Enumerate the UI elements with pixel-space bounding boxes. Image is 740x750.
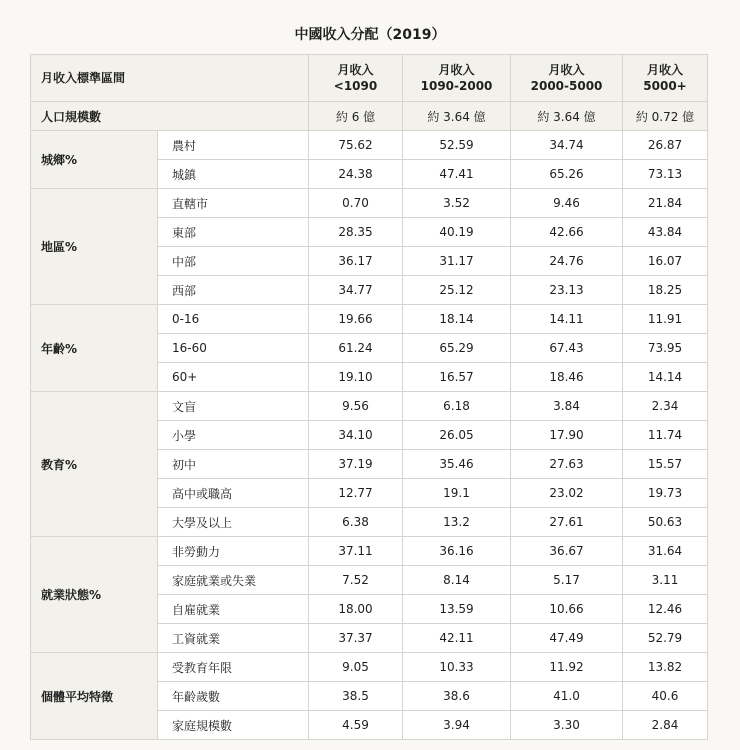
table-cell: 23.13 [511, 276, 623, 305]
table-cell: 3.11 [623, 566, 708, 595]
row-label: 農村 [158, 131, 309, 160]
population-row [31, 102, 708, 131]
table-cell: 37.11 [309, 537, 403, 566]
row-label: 0-16 [158, 305, 309, 334]
table-row [31, 305, 708, 334]
table-cell: 73.95 [623, 334, 708, 363]
row-label: 西部 [158, 276, 309, 305]
table-cell: 3.94 [403, 711, 511, 740]
table-cell: 15.57 [623, 450, 708, 479]
table-cell: 61.24 [309, 334, 403, 363]
table-cell: 16.57 [403, 363, 511, 392]
table-cell: 16.07 [623, 247, 708, 276]
column-header-line1: 月收入 [647, 63, 684, 77]
table-cell: 41.0 [511, 682, 623, 711]
table-cell: 2.34 [623, 392, 708, 421]
table-cell: 31.17 [403, 247, 511, 276]
table-cell: 28.35 [309, 218, 403, 247]
row-label: 小學 [158, 421, 309, 450]
table-cell: 38.6 [403, 682, 511, 711]
table-cell: 0.70 [309, 189, 403, 218]
table-cell: 14.14 [623, 363, 708, 392]
row-label: 東部 [158, 218, 309, 247]
group-label: 個體平均特徵 [31, 653, 158, 740]
table-cell: 4.59 [309, 711, 403, 740]
table-cell: 34.10 [309, 421, 403, 450]
row-label: 高中或職高 [158, 479, 309, 508]
row-label: 年齡歲數 [158, 682, 309, 711]
table-cell: 31.64 [623, 537, 708, 566]
group-label: 年齡% [31, 305, 158, 392]
population-label: 人口規模數 [31, 102, 309, 131]
column-header [511, 55, 623, 102]
table-cell: 65.26 [511, 160, 623, 189]
table-cell: 13.59 [403, 595, 511, 624]
group-label: 教育% [31, 392, 158, 537]
table-cell: 35.46 [403, 450, 511, 479]
table-cell: 17.90 [511, 421, 623, 450]
table-cell: 36.17 [309, 247, 403, 276]
table-cell: 36.16 [403, 537, 511, 566]
table-cell: 19.1 [403, 479, 511, 508]
row-label: 初中 [158, 450, 309, 479]
table-cell: 38.5 [309, 682, 403, 711]
row-label: 16-60 [158, 334, 309, 363]
row-label: 工資就業 [158, 624, 309, 653]
column-header [403, 55, 511, 102]
table-cell: 21.84 [623, 189, 708, 218]
table-cell: 12.46 [623, 595, 708, 624]
table-cell: 73.13 [623, 160, 708, 189]
table-cell: 9.05 [309, 653, 403, 682]
table-cell: 52.59 [403, 131, 511, 160]
table-cell: 40.6 [623, 682, 708, 711]
table-cell: 23.02 [511, 479, 623, 508]
table-cell: 10.66 [511, 595, 623, 624]
table-cell: 37.37 [309, 624, 403, 653]
table-cell: 2.84 [623, 711, 708, 740]
table-cell: 26.87 [623, 131, 708, 160]
table-cell: 18.46 [511, 363, 623, 392]
table-cell: 42.11 [403, 624, 511, 653]
row-label: 非勞動力 [158, 537, 309, 566]
table-cell: 43.84 [623, 218, 708, 247]
income-distribution-table [30, 54, 708, 740]
table-cell: 52.79 [623, 624, 708, 653]
row-label: 自雇就業 [158, 595, 309, 624]
table-cell: 34.77 [309, 276, 403, 305]
table-cell: 13.82 [623, 653, 708, 682]
row-label: 中部 [158, 247, 309, 276]
column-header-line2: 2000-5000 [530, 79, 603, 93]
table-cell: 3.52 [403, 189, 511, 218]
population-value: 約 6 億 [309, 102, 403, 131]
table-cell: 11.91 [623, 305, 708, 334]
table-cell: 25.12 [403, 276, 511, 305]
table-cell: 8.14 [403, 566, 511, 595]
column-header [309, 55, 403, 102]
column-header-line2: 1090-2000 [420, 79, 493, 93]
population-value: 約 0.72 億 [623, 102, 708, 131]
header-corner: 月收入標準區間 [31, 55, 309, 102]
column-header-line1: 月收入 [337, 63, 374, 77]
table-cell: 24.38 [309, 160, 403, 189]
row-label: 城鎮 [158, 160, 309, 189]
row-label: 家庭規模數 [158, 711, 309, 740]
group-label: 地區% [31, 189, 158, 305]
column-header-line1: 月收入 [548, 63, 585, 77]
table-cell: 47.49 [511, 624, 623, 653]
table-cell: 27.63 [511, 450, 623, 479]
table-cell: 14.11 [511, 305, 623, 334]
table-cell: 13.2 [403, 508, 511, 537]
table-row [31, 131, 708, 160]
table-cell: 12.77 [309, 479, 403, 508]
table-cell: 18.25 [623, 276, 708, 305]
table-cell: 9.46 [511, 189, 623, 218]
table-cell: 11.92 [511, 653, 623, 682]
table-cell: 10.33 [403, 653, 511, 682]
table-cell: 3.84 [511, 392, 623, 421]
column-header-line1: 月收入 [438, 63, 475, 77]
table-cell: 19.10 [309, 363, 403, 392]
table-row [31, 537, 708, 566]
row-label: 直轄市 [158, 189, 309, 218]
table-cell: 6.18 [403, 392, 511, 421]
row-label: 家庭就業或失業 [158, 566, 309, 595]
table-cell: 6.38 [309, 508, 403, 537]
table-cell: 7.52 [309, 566, 403, 595]
table-cell: 47.41 [403, 160, 511, 189]
table-row [31, 189, 708, 218]
table-cell: 18.14 [403, 305, 511, 334]
table-cell: 24.76 [511, 247, 623, 276]
population-value: 約 3.64 億 [403, 102, 511, 131]
column-header [623, 55, 708, 102]
group-label: 城鄉% [31, 131, 158, 189]
row-label: 受教育年限 [158, 653, 309, 682]
row-label: 文盲 [158, 392, 309, 421]
table-cell: 19.73 [623, 479, 708, 508]
table-cell: 40.19 [403, 218, 511, 247]
table-cell: 42.66 [511, 218, 623, 247]
group-label: 就業狀態% [31, 537, 158, 653]
table-cell: 65.29 [403, 334, 511, 363]
row-label: 60+ [158, 363, 309, 392]
population-value: 約 3.64 億 [511, 102, 623, 131]
table-row [31, 653, 708, 682]
column-header-line2: <1090 [333, 79, 378, 93]
table-cell: 26.05 [403, 421, 511, 450]
table-cell: 3.30 [511, 711, 623, 740]
table-row [31, 392, 708, 421]
table-cell: 50.63 [623, 508, 708, 537]
table-cell: 37.19 [309, 450, 403, 479]
table-cell: 27.61 [511, 508, 623, 537]
table-cell: 75.62 [309, 131, 403, 160]
table-cell: 67.43 [511, 334, 623, 363]
table-cell: 9.56 [309, 392, 403, 421]
header-row [31, 55, 708, 102]
page-title: 中國收入分配（2019） [294, 27, 446, 43]
table-cell: 36.67 [511, 537, 623, 566]
row-label: 大學及以上 [158, 508, 309, 537]
table-cell: 11.74 [623, 421, 708, 450]
column-header-line2: 5000+ [643, 79, 687, 93]
table-cell: 19.66 [309, 305, 403, 334]
table-cell: 18.00 [309, 595, 403, 624]
table-cell: 34.74 [511, 131, 623, 160]
table-cell: 5.17 [511, 566, 623, 595]
